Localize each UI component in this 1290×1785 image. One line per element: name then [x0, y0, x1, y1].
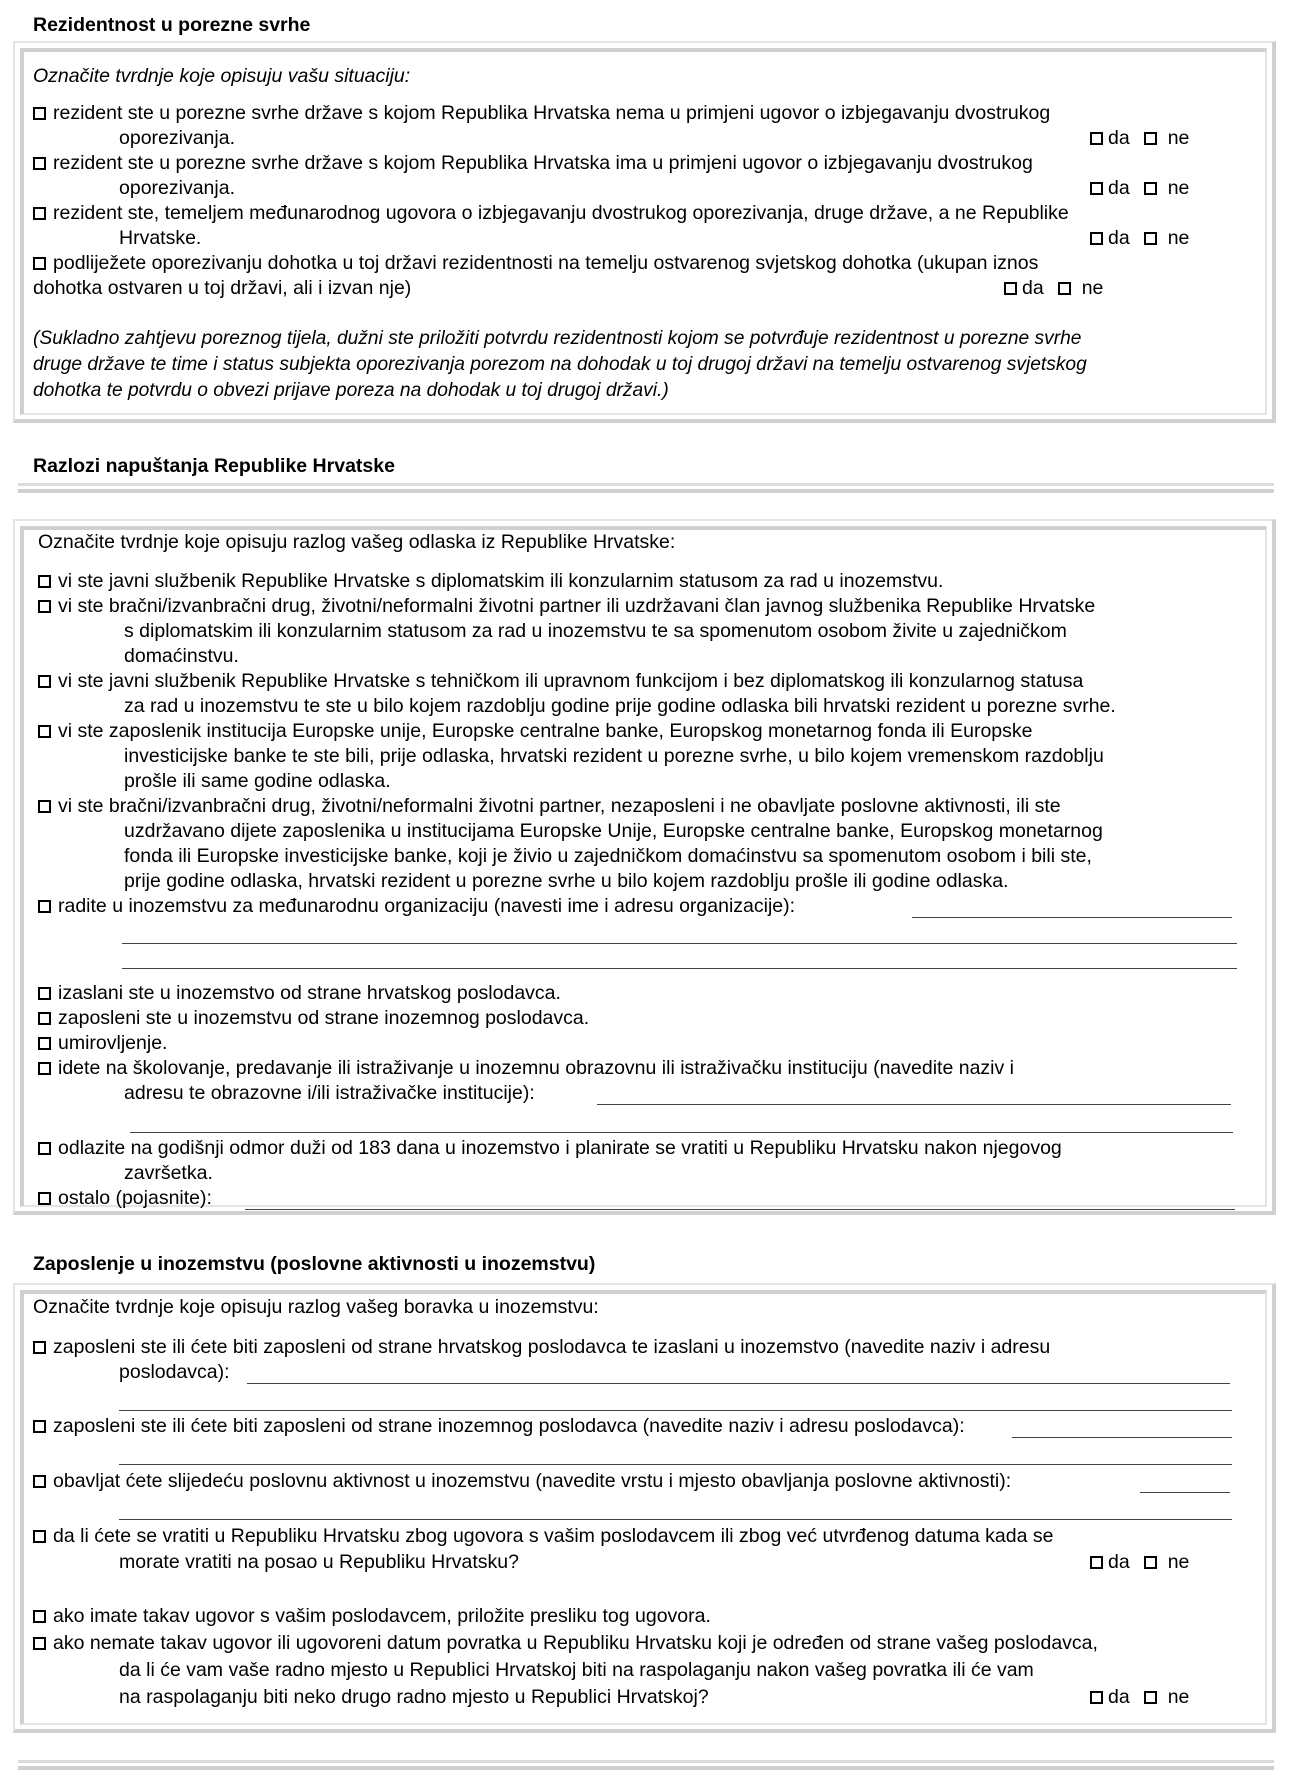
no-label: ne	[1167, 1551, 1190, 1573]
yes-no-group	[1090, 1550, 1189, 1575]
yes-label: da	[1108, 227, 1130, 249]
yes-checkbox[interactable]	[1004, 282, 1017, 295]
option-label: ostalo (pojasnite):	[58, 1187, 212, 1209]
option-label: izaslani ste u inozemstvo od strane hrvatskog poslodavca.	[58, 982, 561, 1004]
no-label: ne	[1167, 127, 1190, 149]
checkbox[interactable]	[38, 1142, 51, 1155]
foreign-employer-input-line-2[interactable]	[119, 1463, 1232, 1465]
option-label: zaposleni ste ili ćete biti zaposleni od strane hrvatskog poslodavca te izaslani u inozemstvo (navedite naziv i adresu	[53, 1336, 1051, 1358]
residency-note-line-2: druge države te time i status subjekta oporezivanja porezom na dohodak u toj drugoj državi na temelju ostvarenog svjetskog	[33, 354, 1087, 375]
option-label: umirovljenje.	[58, 1032, 168, 1054]
no-label: ne	[1167, 1686, 1190, 1708]
option-label: zaposleni ste u inozemstvu od strane inozemnog poslodavca.	[58, 1007, 590, 1029]
option-label-cont: završetka.	[124, 1162, 213, 1184]
option-label-cont: morate vratiti na posao u Republiku Hrvatsku?	[119, 1551, 519, 1573]
leaving-option-7	[38, 981, 561, 1006]
yes-no-group	[1090, 126, 1189, 151]
leaving-option-10	[38, 1056, 1014, 1081]
yes-label: da	[1108, 127, 1130, 149]
option-label: vi ste bračni/izvanbračni drug, životni/neformalni životni partner, nezaposleni i ne obavljate poslovne aktivnosti, ili ste	[58, 795, 1061, 817]
checkbox[interactable]	[38, 600, 51, 613]
section-title-employment-abroad: Zaposlenje u inozemstvu (poslovne aktivnosti u inozemstvu)	[33, 1253, 596, 1275]
yes-no-group	[1090, 226, 1189, 251]
checkbox[interactable]	[33, 1475, 46, 1488]
no-checkbox[interactable]	[1144, 182, 1157, 195]
option-label-cont: prošle ili same godine odlaska.	[124, 770, 391, 792]
yes-checkbox[interactable]	[1090, 182, 1103, 195]
checkbox[interactable]	[38, 725, 51, 738]
croatian-employer-input-line-2[interactable]	[119, 1409, 1232, 1411]
checkbox[interactable]	[33, 1530, 46, 1543]
no-label: ne	[1167, 177, 1190, 199]
institution-input-line-2[interactable]	[130, 1131, 1233, 1133]
option-label: podliježete oporezivanju dohotka u toj državi rezidentnosti na temelju ostvarenog svjetskog dohotka (ukupan iznos	[53, 252, 1039, 274]
option-label-cont: da li će vam vaše radno mjesto u Republici Hrvatskoj biti na raspolaganju nakon vašeg povratka ili će vam	[119, 1659, 1034, 1681]
checkbox[interactable]	[38, 800, 51, 813]
yes-label: da	[1108, 1551, 1130, 1573]
checkbox[interactable]	[38, 1192, 51, 1205]
option-label-cont: za rad u inozemstvu te ste u bilo kojem razdoblju godine prije godine odlaska bili hrvatski rezident u porezne svrhe.	[124, 695, 1116, 717]
yes-checkbox[interactable]	[1090, 132, 1103, 145]
yes-label: da	[1108, 1686, 1130, 1708]
residency-option-3	[33, 201, 1069, 226]
employment-option-4	[33, 1524, 1053, 1549]
yes-no-group	[1090, 176, 1189, 201]
option-label-cont: fonda ili Europske investicijske banke, koji je živio u zajedničkom domaćinstvu sa spomenutom osobom i bili ste,	[124, 845, 1092, 867]
option-label-cont: na raspolaganju biti neko drugo radno mjesto u Republici Hrvatskoj?	[119, 1686, 709, 1708]
option-label-cont: adresu te obrazovne i/ili istraživačke institucije):	[124, 1082, 535, 1104]
option-label: zaposleni ste ili ćete biti zaposleni od strane inozemnog poslodavca (navedite naziv i adresu poslodavca):	[53, 1415, 965, 1437]
option-label: vi ste bračni/izvanbračni drug, životni/neformalni životni partner ili uzdržavani član javnog službenika Republike Hrvatske	[58, 595, 1096, 617]
leaving-option-3	[38, 669, 1083, 694]
residency-option-2	[33, 151, 1033, 176]
leaving-option-6	[38, 894, 795, 919]
residency-option-4	[33, 251, 1038, 276]
other-reason-input[interactable]	[245, 1208, 1235, 1210]
organization-input[interactable]	[912, 916, 1232, 918]
option-label-cont: prije godine odlaska, hrvatski rezident u porezne svrhe u bilo kojem razdoblju prošle ili godine odlaska.	[124, 870, 1009, 892]
option-label: da li ćete se vratiti u Republiku Hrvatsku zbog ugovora s vašim poslodavcem ili zbog već utvrđenog datuma kada se	[53, 1525, 1054, 1547]
yes-checkbox[interactable]	[1090, 232, 1103, 245]
employment-option-1	[33, 1335, 1050, 1360]
checkbox[interactable]	[33, 107, 46, 120]
checkbox[interactable]	[33, 157, 46, 170]
employment-option-6	[33, 1631, 1098, 1656]
option-label-cont: poslodavca):	[119, 1361, 230, 1383]
residency-option-2-cont: oporezivanja.	[119, 177, 235, 199]
no-label: ne	[1167, 227, 1190, 249]
checkbox[interactable]	[38, 1012, 51, 1025]
residency-note-line-3: dohotka te potvrdu o obvezi prijave poreza na dohodak u toj drugoj državi.)	[33, 380, 669, 401]
option-label: vi ste javni službenik Republike Hrvatske s tehničkom ili upravnom funkcijom i bez diplomatskog ili konzularnog statusa	[58, 670, 1084, 692]
section-title-leaving-reasons: Razlozi napuštanja Republike Hrvatske	[33, 455, 395, 477]
residency-option-4-cont: dohotka ostvaren u toj državi, ali i izvan nje)	[33, 277, 412, 299]
organization-input-line-2[interactable]	[122, 942, 1237, 944]
residency-option-1	[33, 101, 1050, 126]
checkbox[interactable]	[38, 675, 51, 688]
option-label: radite u inozemstvu za međunarodnu organizaciju (navesti ime i adresu organizacije):	[58, 895, 796, 917]
option-label: vi ste zaposlenik institucija Europske unije, Europske centralne banke, Europskog monetarnog fonda ili Europske	[58, 720, 1033, 742]
option-label-cont: s diplomatskim ili konzularnim statusom za rad u inozemstvu te sa spomenutom osobom živite u zajedničkom	[124, 620, 1067, 642]
option-label-cont: uzdržavano dijete zaposlenika u institucijama Europske Unije, Europske centralne banke, Europskog monetarnog	[124, 820, 1103, 842]
checkbox[interactable]	[38, 900, 51, 913]
checkbox[interactable]	[33, 1610, 46, 1623]
option-label: ako nemate takav ugovor ili ugovoreni datum povratka u Republiku Hrvatsku koji je određen od strane vašeg poslodavca,	[53, 1632, 1098, 1654]
option-label: vi ste javni službenik Republike Hrvatske s diplomatskim ili konzularnim statusom za rad u inozemstvu.	[58, 570, 944, 592]
foreign-employer-input[interactable]	[1012, 1436, 1232, 1438]
residency-option-3-cont: Hrvatske.	[119, 227, 202, 249]
no-checkbox[interactable]	[1144, 132, 1157, 145]
leaving-option-5	[38, 794, 1061, 819]
organization-input-line-3[interactable]	[122, 967, 1237, 969]
no-checkbox[interactable]	[1058, 282, 1071, 295]
section-title-residency: Rezidentnost u porezne svrhe	[33, 14, 311, 36]
checkbox[interactable]	[33, 257, 46, 270]
employment-option-5	[33, 1604, 711, 1629]
croatian-employer-input[interactable]	[247, 1382, 1230, 1384]
section-divider	[18, 483, 1274, 493]
yes-label: da	[1108, 177, 1130, 199]
residency-option-1-cont: oporezivanja.	[119, 127, 235, 149]
checkbox[interactable]	[33, 1420, 46, 1433]
yes-checkbox[interactable]	[1090, 1556, 1103, 1569]
option-label-cont: investicijske banke te ste bili, prije odlaska, hrvatski rezident u porezne svrhe, u bilo kojem vremenskom razdoblju	[124, 745, 1104, 767]
no-label: ne	[1081, 277, 1104, 299]
option-label: rezident ste u porezne svrhe države s kojom Republika Hrvatska ima u primjeni ugovor o izbjegavanju dvostrukog	[53, 152, 1033, 174]
checkbox[interactable]	[38, 987, 51, 1000]
leaving-reasons-intro: Označite tvrdnje koje opisuju razlog vašeg odlaska iz Republike Hrvatske:	[38, 531, 676, 553]
employment-option-3	[33, 1469, 1011, 1494]
leaving-option-8	[38, 1006, 589, 1031]
employment-intro: Označite tvrdnje koje opisuju razlog vašeg boravka u inozemstvu:	[33, 1296, 599, 1318]
business-activity-input-line-2[interactable]	[119, 1518, 1232, 1520]
no-checkbox[interactable]	[1144, 1556, 1157, 1569]
yes-label: da	[1022, 277, 1044, 299]
business-activity-input[interactable]	[1140, 1491, 1230, 1493]
checkbox[interactable]	[33, 207, 46, 220]
checkbox[interactable]	[33, 1637, 46, 1650]
no-checkbox[interactable]	[1144, 232, 1157, 245]
leaving-option-12	[38, 1186, 212, 1211]
checkbox[interactable]	[38, 1062, 51, 1075]
yes-no-group	[1004, 276, 1103, 301]
option-label: rezident ste u porezne svrhe države s kojom Republika Hrvatska nema u primjeni ugovor o izbjegavanju dvostrukog	[53, 102, 1051, 124]
option-label: odlazite na godišnji odmor duži od 183 dana u inozemstvo i planirate se vratiti u Republiku Hrvatsku nakon njegovog	[58, 1137, 1062, 1159]
residency-note-line-1: (Sukladno zahtjevu poreznog tijela, dužni ste priložiti potvrdu rezidentnosti kojom se potvrđuje rezidentnost u porezne svrhe	[33, 328, 1082, 349]
employment-option-2	[33, 1414, 965, 1439]
checkbox[interactable]	[38, 575, 51, 588]
checkbox[interactable]	[38, 1037, 51, 1050]
yes-no-group	[1090, 1685, 1189, 1710]
institution-input[interactable]	[597, 1103, 1231, 1105]
no-checkbox[interactable]	[1144, 1691, 1157, 1704]
residency-intro: Označite tvrdnje koje opisuju vašu situaciju:	[33, 65, 411, 87]
option-label: ako imate takav ugovor s vašim poslodavcem, priložite presliku tog ugovora.	[53, 1605, 711, 1627]
leaving-option-1	[38, 569, 943, 594]
option-label: rezident ste, temeljem međunarodnog ugovora o izbjegavanju dvostrukog oporezivanja, druge države, a ne Republike	[53, 202, 1069, 224]
yes-checkbox[interactable]	[1090, 1691, 1103, 1704]
checkbox[interactable]	[33, 1341, 46, 1354]
leaving-option-9	[38, 1031, 167, 1056]
option-label: idete na školovanje, predavanje ili istraživanje u inozemnu obrazovnu ili istraživačku instituciju (navedite naziv i	[58, 1057, 1014, 1079]
section-divider	[18, 1760, 1274, 1770]
leaving-option-11	[38, 1136, 1062, 1161]
option-label: obavljat ćete slijedeću poslovnu aktivnost u inozemstvu (navedite vrstu i mjesto obavljanja poslovne aktivnosti):	[53, 1470, 1012, 1492]
option-label-cont: domaćinstvu.	[124, 645, 239, 667]
leaving-option-4	[38, 719, 1032, 744]
leaving-option-2	[38, 594, 1095, 619]
